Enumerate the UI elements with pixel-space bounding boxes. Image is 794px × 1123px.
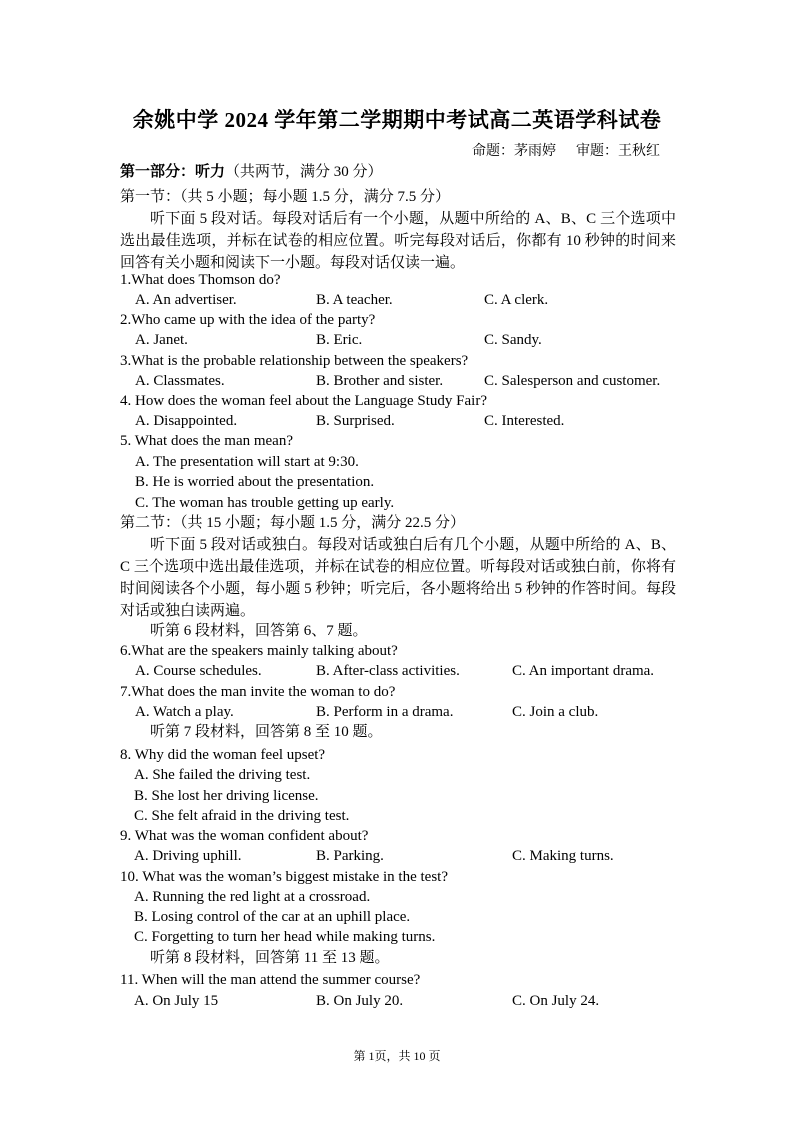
q2-stem: 2.Who came up with the idea of the party? xyxy=(120,312,376,328)
setter-text: 命题：茅雨婷 xyxy=(472,144,556,159)
q4-option-a: A. Disappointed. xyxy=(135,413,238,429)
q11-option-c: C. On July 24. xyxy=(512,993,600,1009)
q8-option-a: A. She failed the driving test. xyxy=(134,767,311,783)
q1-stem: 1.What does Thomson do? xyxy=(120,272,281,288)
part1-heading: 第一部分：听力 xyxy=(120,164,226,180)
section1-heading: 第一节：（共 5 小题；每小题 1.5 分，满分 7.5 分） xyxy=(120,189,451,205)
q3-stem: 3.What is the probable relationship between the speakers? xyxy=(120,353,469,369)
q3-option-c: C. Salesperson and customer. xyxy=(484,373,661,389)
q8-option-b: B. She lost her driving license. xyxy=(134,788,319,804)
q10-stem: 10. What was the woman’s biggest mistake in the test? xyxy=(120,869,448,885)
q11-option-a: A. On July 15 xyxy=(134,993,219,1009)
exam-title: 余姚中学 2024 学年第二学期期中考试高二英语学科试卷 xyxy=(132,108,662,132)
section1-instructions: 听下面 5 段对话。每段对话后有一个小题，从题中所给的 A、B、C 三个选项中选出最佳选项，并标在试卷的相应位置。听完每段对话后，你都有 10 秒钟的时间来回答有关小题和阅读下一小题。每段对话仅读一遍。 xyxy=(120,211,676,271)
q4-stem: 4. How does the woman feel about the Language Study Fair? xyxy=(120,393,487,409)
material-7-note: 听第 7 段材料，回答第 8 至 10 题。 xyxy=(150,724,383,740)
q9-stem: 9. What was the woman confident about? xyxy=(120,828,369,844)
q9-option-b: B. Parking. xyxy=(316,848,384,864)
material-6-note: 听第 6 段材料，回答第 6、7 题。 xyxy=(150,623,368,639)
part1-heading-line xyxy=(120,162,383,182)
page-footer: 第 1页，共 10 页 xyxy=(353,1049,441,1063)
reviewer-text: 审题：王秋红 xyxy=(576,144,660,159)
q5-option-a: A. The presentation will start at 9:30. xyxy=(135,454,359,470)
q10-option-c: C. Forgetting to turn her head while making turns. xyxy=(134,929,436,945)
q3-option-b: B. Brother and sister. xyxy=(316,373,444,389)
q1-option-c: C. A clerk. xyxy=(484,292,549,308)
q5-option-c: C. The woman has trouble getting up early. xyxy=(135,495,395,511)
q1-option-a: A. An advertiser. xyxy=(135,292,237,308)
q6-stem: 6.What are the speakers mainly talking about? xyxy=(120,643,398,659)
q6-option-b: B. After-class activities. xyxy=(316,663,460,679)
q7-option-b: B. Perform in a drama. xyxy=(316,704,454,720)
q7-option-a: A. Watch a play. xyxy=(135,704,234,720)
material-8-note: 听第 8 段材料，回答第 11 至 13 题。 xyxy=(150,950,390,966)
q7-stem: 7.What does the man invite the woman to do? xyxy=(120,684,396,700)
q2-option-b: B. Eric. xyxy=(316,332,363,348)
q10-option-b: B. Losing control of the car at an uphill place. xyxy=(134,909,411,925)
q6-option-c: C. An important drama. xyxy=(512,663,655,679)
q8-option-c: C. She felt afraid in the driving test. xyxy=(134,808,350,824)
q11-option-b: B. On July 20. xyxy=(316,993,404,1009)
q5-option-b: B. He is worried about the presentation. xyxy=(135,474,375,490)
section2-instructions: 听下面 5 段对话或独白。每段对话或独白后有几个小题，从题中所给的 A、B、C 三个选项中选出最佳选项，并标在试卷的相应位置。听每段对话或独白前，你将有时间阅读各个小题，每小题 5 秒钟；听完后，各小题将给出 5 秒钟的作答时间。每段对话或独白读两遍。 xyxy=(120,537,676,619)
q7-option-c: C. Join a club. xyxy=(512,704,599,720)
q1-option-b: B. A teacher. xyxy=(316,292,393,308)
q3-option-a: A. Classmates. xyxy=(135,373,225,389)
q4-option-c: C. Interested. xyxy=(484,413,565,429)
q6-option-a: A. Course schedules. xyxy=(135,663,262,679)
q2-option-c: C. Sandy. xyxy=(484,332,542,348)
authors-line xyxy=(452,140,660,160)
part1-heading-note: （共两节，满分 30 分） xyxy=(225,164,383,180)
section2-heading: 第二节：（共 15 小题；每小题 1.5 分，满分 22.5 分） xyxy=(120,515,466,531)
q11-stem: 11. When will the man attend the summer course? xyxy=(120,972,421,988)
q4-option-b: B. Surprised. xyxy=(316,413,395,429)
q9-option-a: A. Driving uphill. xyxy=(134,848,242,864)
q2-option-a: A. Janet. xyxy=(135,332,188,348)
q5-stem: 5. What does the man mean? xyxy=(120,433,293,449)
q8-stem: 8. Why did the woman feel upset? xyxy=(120,747,326,763)
q10-option-a: A. Running the red light at a crossroad. xyxy=(134,889,371,905)
q9-option-c: C. Making turns. xyxy=(512,848,614,864)
